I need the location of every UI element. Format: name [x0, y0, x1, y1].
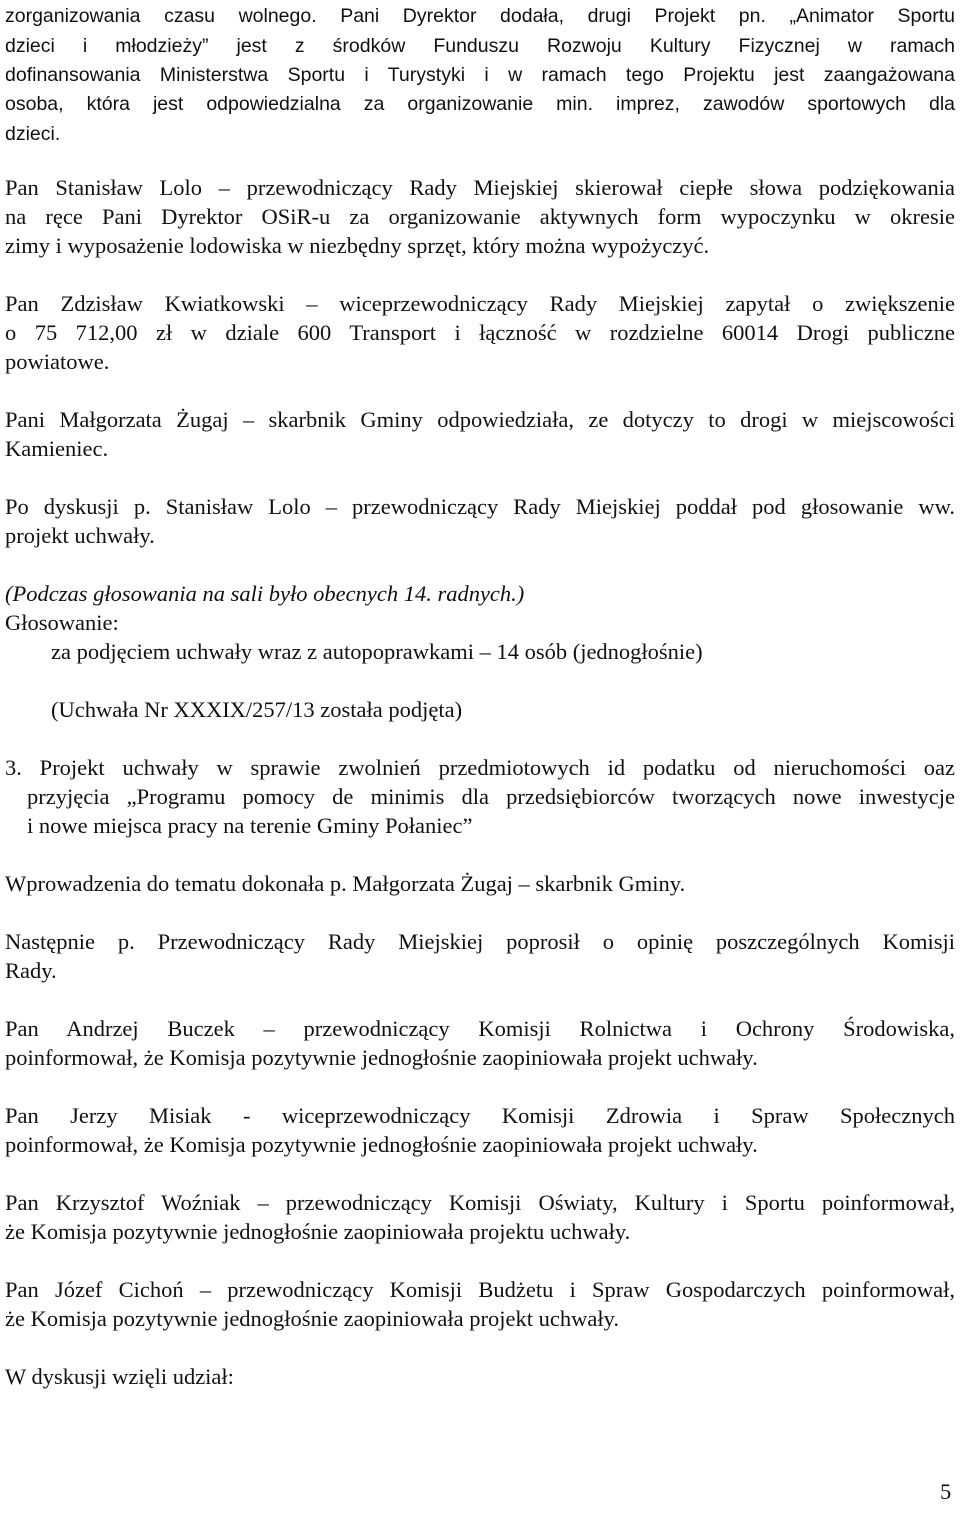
paragraph-1-line-2: dzieci i młodzieży” jest z środków Funduszu Rozwoju Kultury Fizycznej w ramach	[5, 35, 955, 57]
agenda-item-3-line-2: przyjęcia „Programu pomocy de minimis dla przedsiębiorców tworzących nowe inwestycje	[27, 784, 955, 809]
paragraph-12-line-1: W dyskusji wzięli udział:	[5, 1364, 234, 1389]
paragraph-8-line-2: poinformował, że Komisja pozytywnie jednogłośnie zaopiniowała projekt uchwały.	[5, 1045, 758, 1070]
paragraph-3-line-2: o 75 712,00 zł w dziale 600 Transport i łączność w rozdzielne 60014 Drogi publiczne	[5, 320, 955, 345]
paragraph-1-line-1: zorganizowania czasu wolnego. Pani Dyrektor dodała, drugi Projekt pn. „Animator Sportu	[5, 5, 955, 27]
paragraph-3-line-1: Pan Zdzisław Kwiatkowski – wiceprzewodniczący Rady Miejskiej zapytał o zwiększenie	[5, 291, 955, 316]
paragraph-2-line-2: na ręce Pani Dyrektor OSiR-u za organizowanie aktywnych form wypoczynku w okresie	[5, 204, 955, 229]
vote-label: Głosowanie:	[5, 610, 119, 635]
paragraph-6-line-1: Wprowadzenia do tematu dokonała p. Małgorzata Żugaj – skarbnik Gminy.	[5, 871, 686, 896]
vote-result: za podjęciem uchwały wraz z autopoprawkami – 14 osób (jednogłośnie)	[51, 639, 703, 664]
vote-presence-note: (Podczas głosowania na sali było obecnych 14. radnych.)	[5, 581, 525, 606]
paragraph-10-line-2: że Komisja pozytywnie jednogłośnie zaopiniowała projektu uchwały.	[5, 1219, 631, 1244]
paragraph-11-line-2: że Komisja pozytywnie jednogłośnie zaopiniowała projekt uchwały.	[5, 1306, 619, 1331]
paragraph-10-line-1: Pan Krzysztof Woźniak – przewodniczący Komisji Oświaty, Kultury i Sportu poinformował,	[5, 1190, 955, 1215]
resolution-adopted: (Uchwała Nr XXXIX/257/13 została podjęta)	[51, 697, 463, 722]
paragraph-7-line-1: Następnie p. Przewodniczący Rady Miejskiej poprosił o opinię poszczególnych Komisji	[5, 929, 955, 954]
paragraph-5-line-2: projekt uchwały.	[5, 523, 155, 548]
paragraph-9-line-2: poinformował, że Komisja pozytywnie jednogłośnie zaopiniowała projekt uchwały.	[5, 1132, 758, 1157]
paragraph-11-line-1: Pan Józef Cichoń – przewodniczący Komisji Budżetu i Spraw Gospodarczych poinformował,	[5, 1277, 955, 1302]
paragraph-2-line-1: Pan Stanisław Lolo – przewodniczący Rady Miejskiej skierował ciepłe słowa podziękowania	[5, 175, 955, 200]
agenda-item-3-line-3: i nowe miejsca pracy na terenie Gminy Połaniec”	[27, 813, 473, 838]
agenda-item-3-line-1: 3. Projekt uchwały w sprawie zwolnień przedmiotowych id podatku od nieruchomości oaz	[5, 755, 955, 780]
paragraph-7-line-2: Rady.	[5, 958, 57, 983]
paragraph-5-line-1: Po dyskusji p. Stanisław Lolo – przewodniczący Rady Miejskiej poddał pod głosowanie ww.	[5, 494, 955, 519]
paragraph-1-line-4: osoba, która jest odpowiedzialna za organizowanie min. imprez, zawodów sportowych dla	[5, 93, 955, 115]
paragraph-1-line-3: dofinansowania Ministerstwa Sportu i Turystyki i w ramach tego Projektu jest zaangażowana	[5, 64, 955, 86]
paragraph-9-line-1: Pan Jerzy Misiak - wiceprzewodniczący Komisji Zdrowia i Spraw Społecznych	[5, 1103, 955, 1128]
paragraph-1-line-5: dzieci.	[5, 123, 61, 145]
page-number: 5	[940, 1479, 952, 1504]
paragraph-8-line-1: Pan Andrzej Buczek – przewodniczący Komisji Rolnictwa i Ochrony Środowiska,	[5, 1016, 955, 1041]
paragraph-4-line-1: Pani Małgorzata Żugaj – skarbnik Gminy odpowiedziała, ze dotyczy to drogi w miejscowości	[5, 407, 955, 432]
paragraph-4-line-2: Kamieniec.	[5, 436, 109, 461]
paragraph-3-line-3: powiatowe.	[5, 349, 110, 374]
paragraph-2-line-3: zimy i wyposażenie lodowiska w niezbędny sprzęt, który można wypożyczyć.	[5, 233, 710, 258]
